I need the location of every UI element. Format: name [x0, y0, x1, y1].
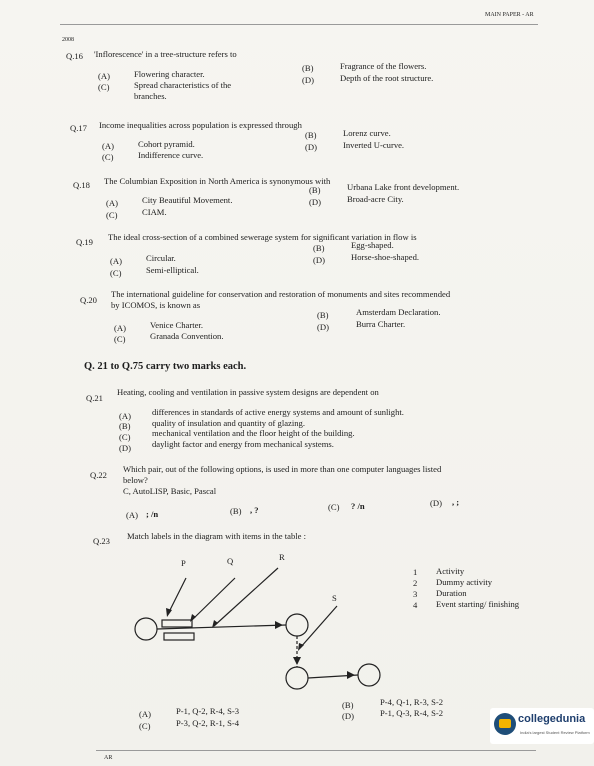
- question-stem: Income inequalities across population is expressed through: [99, 120, 302, 130]
- table-item: Activity: [436, 566, 465, 576]
- option-key: (A): [114, 323, 126, 333]
- label-q: Q: [227, 556, 234, 566]
- option-text: daylight factor and energy from mechanical systems.: [152, 439, 334, 449]
- option-key: (A): [126, 510, 138, 520]
- option-key: (A): [139, 709, 151, 719]
- option-text: Spread characteristics of the: [134, 80, 232, 90]
- option-key: (C): [139, 721, 151, 731]
- option-text: P-4, Q-1, R-3, S-2: [380, 697, 444, 707]
- option-key: (D): [317, 322, 329, 332]
- option-text: Horse-shoe-shaped.: [351, 252, 420, 262]
- question-stem: The ideal cross-section of a combined sewerage system for significant variation in flow is: [108, 232, 417, 242]
- option-key: (D): [309, 197, 321, 207]
- question-number: Q.20: [80, 295, 97, 305]
- question-number: Q.18: [73, 180, 90, 190]
- pointer-s: [300, 606, 337, 648]
- option-text: mechanical ventilation and the floor height of the building.: [152, 428, 355, 438]
- option-key: (B): [305, 130, 317, 140]
- option-text: Depth of the root structure.: [340, 73, 434, 83]
- option-key: (D): [305, 142, 317, 152]
- option-key: (B): [230, 506, 242, 516]
- table-number: 2: [413, 578, 418, 588]
- option-text: Semi-elliptical.: [146, 265, 199, 275]
- option-text: Lorenz curve.: [343, 128, 391, 138]
- duration-box: [164, 633, 194, 640]
- option-key: (A): [106, 198, 118, 208]
- question-stem-line-2: below?: [123, 475, 148, 485]
- graduation-cap-icon: [494, 713, 516, 735]
- question-number: Q.21: [86, 393, 103, 403]
- option-key: (B): [342, 700, 354, 710]
- arrowhead: [275, 621, 283, 629]
- option-key: (D): [430, 498, 442, 508]
- arrowhead: [166, 608, 172, 617]
- option-key: (C): [98, 82, 110, 92]
- option-text: Broad-acre City.: [347, 194, 404, 204]
- option-text: P-1, Q-2, R-4, S-3: [176, 706, 240, 716]
- option-key: (C): [114, 334, 126, 344]
- option-text: ; /n: [146, 509, 159, 519]
- option-key: (C): [110, 268, 122, 278]
- question-number: Q.22: [90, 470, 107, 480]
- option-key: (D): [119, 443, 131, 453]
- option-key: (A): [98, 71, 110, 81]
- question-stem: The international guideline for conservation and restoration of monuments and sites recommended: [111, 289, 451, 299]
- question-stem: Which pair, out of the following options, is used in more than one computer languages listed: [123, 464, 442, 474]
- pointer-r: [214, 568, 278, 626]
- question-number: Q.17: [70, 123, 87, 133]
- question-stem: Match labels in the diagram with items in the table :: [127, 531, 306, 541]
- option-text-continued: branches.: [134, 91, 167, 101]
- option-text: City Beautiful Movement.: [142, 195, 233, 205]
- option-text: CIAM.: [142, 207, 167, 217]
- section-heading: Q. 21 to Q.75 carry two marks each.: [84, 361, 247, 372]
- label-p: P: [181, 558, 186, 568]
- event-node: [286, 667, 308, 689]
- language-list: C, AutoLISP, Basic, Pascal: [123, 486, 217, 496]
- option-key: (C): [102, 152, 114, 162]
- collegedunia-logo: [490, 708, 594, 744]
- table-number: 4: [413, 600, 418, 610]
- option-text: Burra Charter.: [356, 319, 406, 329]
- option-text: P-3, Q-2, R-1, S-4: [176, 718, 240, 728]
- table-item: Duration: [436, 588, 467, 598]
- question-stem: The Columbian Exposition in North America is synonymous with: [104, 176, 331, 186]
- option-text: P-1, Q-3, R-4, S-2: [380, 708, 444, 718]
- question-stem-line-2: by ICOMOS, is known as: [111, 300, 201, 310]
- option-key: (B): [302, 63, 314, 73]
- option-text: Fragrance of the flowers.: [340, 61, 427, 71]
- duration-box: [162, 620, 192, 627]
- option-text: ? /n: [351, 501, 365, 511]
- option-text: Flowering character.: [134, 69, 205, 79]
- question-number: Q.19: [76, 237, 93, 247]
- option-text: quality of insulation and quantity of glazing.: [152, 418, 305, 428]
- question-stem: Heating, cooling and ventilation in passive system designs are dependent on: [117, 387, 379, 397]
- option-key: (B): [119, 421, 131, 431]
- table-item: Dummy activity: [436, 577, 493, 587]
- option-key: (A): [119, 411, 131, 421]
- option-key: (B): [313, 243, 325, 253]
- event-node: [286, 614, 308, 636]
- option-key: (D): [302, 75, 314, 85]
- option-text: Inverted U-curve.: [343, 140, 405, 150]
- table-item: Event starting/ finishing: [436, 599, 520, 609]
- event-node: [135, 618, 157, 640]
- arrowhead: [190, 614, 196, 622]
- option-text: Cohort pyramid.: [138, 139, 195, 149]
- question-number: Q.16: [66, 51, 83, 61]
- label-r: R: [279, 552, 285, 562]
- option-key: (A): [102, 141, 114, 151]
- option-key: (C): [328, 502, 340, 512]
- option-key: (C): [119, 432, 131, 442]
- option-text: Urbana Lake front development.: [347, 182, 460, 192]
- pointer-p: [168, 578, 186, 614]
- question-number: Q.23: [93, 536, 110, 546]
- arrowhead: [293, 657, 301, 665]
- option-key: (D): [342, 711, 354, 721]
- pointer-q: [192, 578, 235, 620]
- option-key: (B): [317, 310, 329, 320]
- option-text: differences in standards of active energy systems and amount of sunlight.: [152, 407, 404, 417]
- question-stem: 'Inflorescence' in a tree-structure refers to: [94, 49, 237, 59]
- option-key: (D): [313, 255, 325, 265]
- option-text: Amsterdam Declaration.: [356, 307, 441, 317]
- table-number: 3: [413, 589, 418, 599]
- arrowhead: [347, 671, 355, 679]
- option-text: , ?: [250, 505, 259, 515]
- paper-header: MAIN PAPER - AR: [485, 12, 534, 18]
- year-label: 2008: [62, 37, 74, 43]
- logo-text: collegedunia: [518, 713, 586, 725]
- logo-tagline: India's largest Student Review Platform: [520, 730, 590, 735]
- option-text: Granada Convention.: [150, 331, 224, 341]
- event-node: [358, 664, 380, 686]
- footer-rule: [96, 750, 536, 751]
- option-key: (C): [106, 210, 118, 220]
- table-number: 1: [413, 567, 418, 577]
- option-text: Indifference curve.: [138, 150, 204, 160]
- footer-code: AR: [104, 755, 113, 761]
- option-text: Egg-shaped.: [351, 240, 394, 250]
- option-key: (B): [309, 185, 321, 195]
- option-text: Venice Charter.: [150, 320, 203, 330]
- option-key: (A): [110, 256, 122, 266]
- option-text: , ;: [452, 497, 460, 507]
- option-text: Circular.: [146, 253, 176, 263]
- label-s: S: [332, 593, 337, 603]
